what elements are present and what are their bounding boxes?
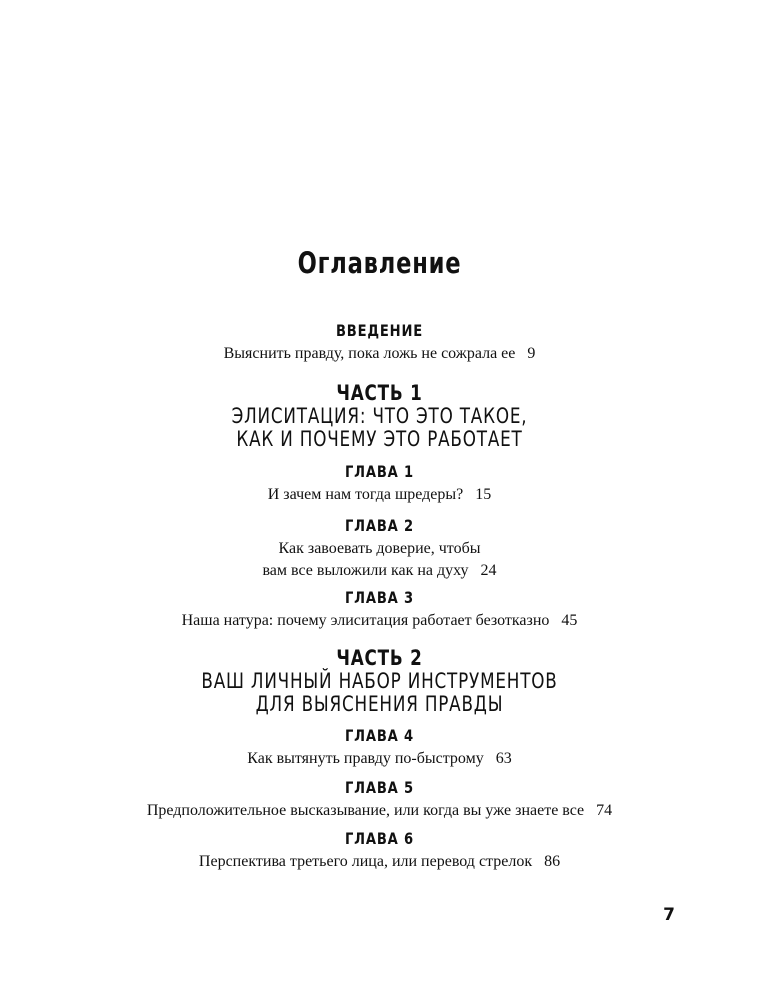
chapter-4-heading: ГЛАВА 4 (344, 726, 415, 745)
intro-entry (0, 343, 759, 365)
chapter-6-entry (0, 851, 759, 873)
chapter-3-page: 45 (561, 612, 578, 629)
chapter-6-text: Перспектива третьего лица, или перевод стрелок (198, 853, 533, 870)
page-title: Оглавление (297, 246, 462, 280)
part-1-heading (76, 382, 683, 451)
chapter-2-page: 24 (480, 562, 497, 579)
chapter-4-text: Как вытянуть правду по-быстрому (247, 750, 484, 767)
intro-entry-text: Выяснить правду, пока ложь не сожрала ее (223, 345, 516, 362)
chapter-4-entry (0, 748, 759, 770)
chapter-3-text: Наша натура: почему элиситация работает безотказно (181, 612, 550, 629)
chapter-2-text-line-2: вам все выложили как на духу (262, 562, 469, 579)
part-2-heading (76, 647, 683, 716)
chapter-1-heading: ГЛАВА 1 (344, 462, 415, 481)
chapter-1-page: 15 (475, 486, 492, 503)
part-1-label: ЧАСТЬ 1 (336, 381, 423, 405)
chapter-1-entry (0, 484, 759, 506)
chapter-1-text: И зачем нам тогда шредеры? (267, 486, 464, 503)
chapter-2-text-line-1: Как завоевать доверие, чтобы (278, 540, 481, 557)
chapter-5-page: 74 (596, 802, 613, 819)
part-1-title-line-1: ЭЛИСИТАЦИЯ: ЧТО ЭТО ТАКОЕ, (231, 404, 528, 428)
chapter-6-heading: ГЛАВА 6 (344, 829, 415, 848)
chapter-5-text: Предположительное высказывание, или когда вы уже знаете все (146, 802, 585, 819)
page-number: 7 (663, 905, 675, 925)
part-2-label: ЧАСТЬ 2 (336, 646, 423, 670)
chapter-3-entry (0, 610, 759, 632)
intro-page: 9 (527, 345, 536, 362)
chapter-2-entry (0, 538, 759, 582)
chapter-4-page: 63 (495, 750, 512, 767)
chapter-3-heading: ГЛАВА 3 (344, 588, 415, 607)
intro-heading: ВВЕДЕНИЕ (335, 321, 424, 340)
part-1-title-line-2: КАК И ПОЧЕМУ ЭТО РАБОТАЕТ (236, 427, 523, 451)
chapter-5-entry (0, 800, 759, 822)
part-2-title-line-2: ДЛЯ ВЫЯСНЕНИЯ ПРАВДЫ (255, 692, 504, 716)
chapter-6-page: 86 (544, 853, 561, 870)
chapter-2-heading: ГЛАВА 2 (344, 516, 415, 535)
chapter-5-heading: ГЛАВА 5 (344, 778, 415, 797)
part-2-title-line-1: ВАШ ЛИЧНЫЙ НАБОР ИНСТРУМЕНТОВ (201, 669, 558, 693)
